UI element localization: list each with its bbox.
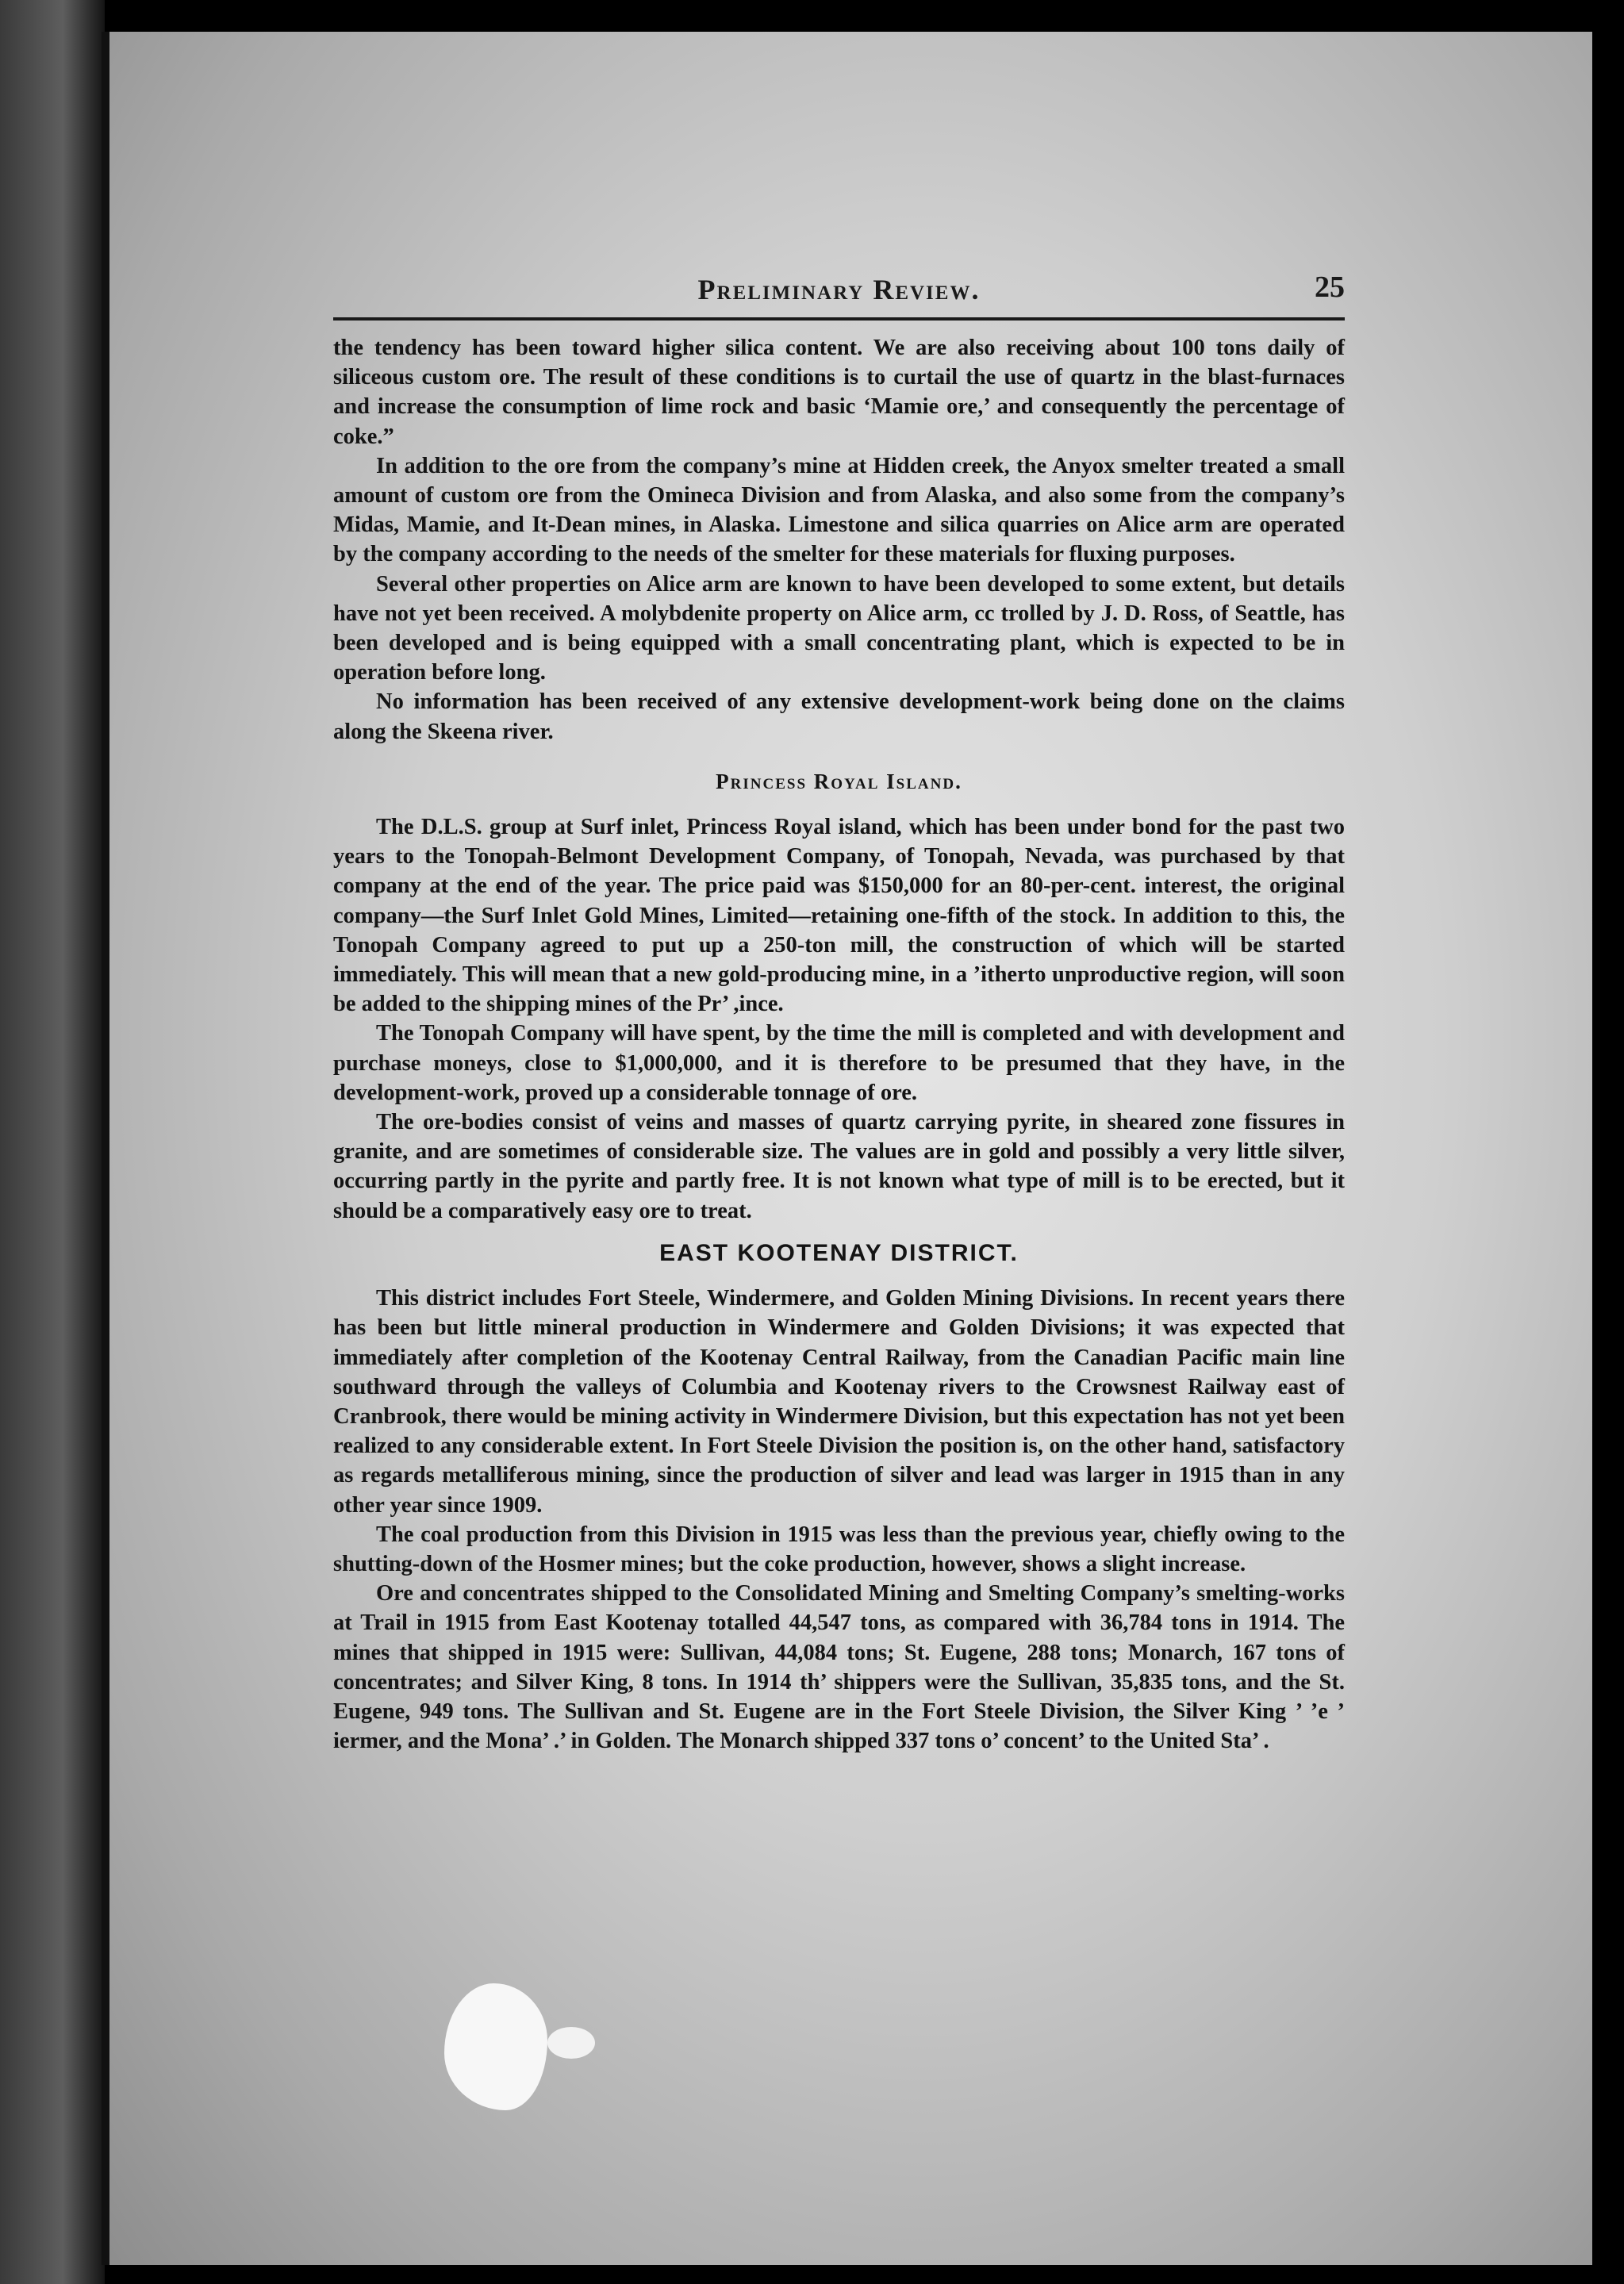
section-heading-princess-royal: Princess Royal Island.	[716, 769, 962, 793]
paper-damage-blot	[444, 1983, 547, 2110]
page-number: 25	[1315, 271, 1345, 304]
paragraph: No information has been received of any extensive development-work being done on the claims along the Skeena river.	[333, 689, 1345, 744]
paragraph: The D.L.S. group at Surf inlet, Princess Royal island, which has been under bond for the past two years to the Tonopah-Belmont Development Company, of Tonopah, Nevada, was purchased by that company at the end of the year. The price paid was $150,000 for an 80-per-cent. interest, the original company—the Surf Inlet Gold Mines, Limited—retaining one-fifth of the stock. In addition to this, the Tonopah Company agreed to put up a 250-ton mill, the construction of which will be started immediately. This will mean that a new gold-producing mine, in a ’itherto unproductive region, will soon be added to the shipping mines of the Pr’ ,ince.	[333, 815, 1345, 1017]
paragraph: This district includes Fort Steele, Windermere, and Golden Mining Divisions. In recent years there has been but little mineral production in Windermere and Golden Divisions; it was expected that immediately after completion of the Kootenay Central Railway, from the Canadian Pacific main line southward through the valleys of Columbia and Kootenay rivers to the Crowsnest Railway east of Cranbrook, there would be mining activity in Windermere Division, but this expectation has not yet been realized to any considerable extent. In Fort Steele Division the position is, on the other hand, satisfactory as regards metalliferous mining, since the production of silver and lead was larger in 1915 than in any other year since 1909.	[333, 1286, 1345, 1518]
page-header	[333, 268, 1345, 321]
paragraph: The Tonopah Company will have spent, by the time the mill is completed and with development and purchase moneys, close to $1,000,000, and it is therefore to be presumed that they have, in the development-work, proved up a considerable tonnage of ore.	[333, 1021, 1345, 1105]
running-title: Preliminary Review.	[697, 274, 981, 305]
binding-edge	[102, 32, 109, 2265]
paragraph: Ore and concentrates shipped to the Consolidated Mining and Smelting Company’s smelting-works at Trail in 1915 from East Kootenay totalled 44,547 tons, as compared with 36,784 tons in 1914. The mines that shipped in 1915 were: Sullivan, 44,084 tons; St. Eugene, 288 tons; Monarch, 167 tons of concentrates; and Silver King, 8 tons. In 1914 th’ shippers were the Sullivan, 35,835 tons, and the St. Eugene, 949 tons. The Sullivan and St. Eugene are in the Fort Steele Division, the Silver King ’ ’e ’ iermer, and the Mona’ .’ in Golden. The Monarch shipped 337 tons o’ concent’ to the United Sta’ .	[333, 1581, 1345, 1754]
paragraph: Several other properties on Alice arm are known to have been developed to some extent, but details have not yet been received. A molybdenite property on Alice arm, cc trolled by J. D. Ross, of Seattle, has been developed and is being equipped with a small concentrating plant, which is expected to be in operation before long.	[333, 571, 1345, 685]
section-heading-east-kootenay: EAST KOOTENAY DISTRICT.	[659, 1239, 1019, 1266]
paragraph: In addition to the ore from the company’s mine at Hidden creek, the Anyox smelter treated a small amount of custom ore from the Omineca Division and from Alaska, and also some from the company’s Midas, Mamie, and It-Dean mines, in Alaska. Limestone and silica quarries on Alice arm are operated by the company according to the needs of the smelter for these materials for fluxing purposes.	[333, 453, 1345, 567]
paper-damage-blot	[547, 2027, 595, 2059]
paragraph: The coal production from this Division in 1915 was less than the previous year, chiefly owing to the shutting-down of the Hosmer mines; but the coke production, however, shows a slight increase.	[333, 1522, 1345, 1576]
left-gutter	[0, 0, 105, 2284]
page-body	[333, 333, 1345, 1756]
paragraph: the tendency has been toward higher silica content. We are also receiving about 100 tons daily of siliceous custom ore. The result of these conditions is to curtail the use of quartz in the blast-furnaces and increase the consumption of lime rock and basic ‘Mamie ore,’ and consequently the percentage of coke.”	[333, 336, 1345, 449]
paragraph: The ore-bodies consist of veins and masses of quartz carrying pyrite, in sheared zone fissures in granite, and are sometimes of considerable size. The values are in gold and possibly a very little silver, occurring partly in the pyrite and partly free. It is not known what type of mill is to be erected, but it should be a comparatively easy ore to treat.	[333, 1110, 1345, 1223]
